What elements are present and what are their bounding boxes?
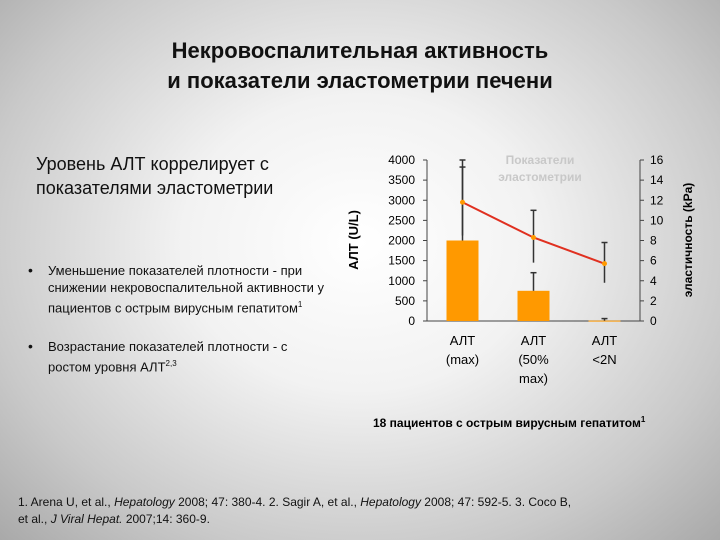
title-line-2: и показатели эластометрии печени — [167, 68, 553, 93]
x-tick-label: (50% — [518, 352, 549, 367]
x-axis-label: 18 пациентов с острым вирусным гепатитом$^1$ — [373, 415, 646, 430]
ref-1-rest: 2008; 47: 380-4. 2. Sagir A, et al., — [174, 495, 361, 509]
x-axis-label-sup: 1 — [640, 415, 646, 424]
y-tick-label-left: 2500 — [388, 213, 415, 228]
elastometry-point — [602, 261, 607, 266]
y-tick-label-left: 4000 — [388, 153, 415, 167]
bar — [518, 291, 550, 321]
bullet-sup-1: 1 — [297, 300, 303, 309]
ref-3-rest: 2007;14: 360-9. — [122, 512, 210, 526]
y-tick-label-left: 1500 — [388, 253, 415, 268]
y-tick-label-left: 2000 — [388, 233, 415, 248]
y-tick-label-right: 10 — [650, 213, 664, 228]
ref-1-journal: Hepatology — [114, 495, 175, 509]
x-tick-label: (max) — [445, 352, 480, 367]
title-line-1: Некровоспалительная активность — [171, 38, 549, 63]
elastometry-point — [460, 200, 465, 205]
y-axis-label-right: эластичность (kPa) — [681, 182, 695, 298]
y-tick-label-left: 500 — [394, 293, 415, 308]
ref-2-rest: 2008; 47: 592-5. 3. Coco B, et al., — [18, 495, 572, 526]
ref-2-journal: Hepatology — [360, 495, 421, 509]
x-tick-label: АЛТ — [591, 333, 618, 348]
legend-label: эластометрии — [498, 170, 582, 184]
y-tick-label-left: 1000 — [388, 273, 415, 288]
y-tick-label-right: 4 — [650, 273, 657, 288]
ref-1: 1. Arena U, et al., — [18, 495, 115, 509]
bullet-text-2: Возрастание показателей плотности - с ростом уровня АЛТ — [48, 339, 288, 375]
bar — [589, 321, 621, 322]
y-tick-label-left: 0 — [408, 314, 415, 328]
y-tick-label-right: 16 — [650, 153, 664, 167]
bullet-dot-icon: • — [28, 262, 33, 278]
y-tick-label-right: 2 — [650, 293, 657, 308]
y-tick-label-right: 14 — [650, 173, 664, 188]
x-tick-label: АЛТ — [520, 333, 547, 348]
x-tick-label: max) — [519, 371, 548, 386]
bar — [447, 241, 479, 322]
x-tick-label: АЛТ — [449, 333, 476, 348]
y-tick-label-right: 6 — [650, 253, 657, 268]
y-tick-label-right: 8 — [650, 233, 657, 248]
bullet-dot-icon: • — [28, 338, 33, 355]
references — [18, 494, 578, 528]
legend-label: Показатели — [505, 153, 575, 167]
y-tick-label-right: 12 — [650, 193, 664, 208]
bullet-text-1: Уменьшение показателей плотности - при снижении некровоспалительной активности у пациентов с острым вирусным гепатитом — [48, 263, 325, 316]
y-axis-label-left: АЛТ (U/L) — [346, 210, 361, 270]
ref-3-journal: J Viral Hepat. — [50, 512, 123, 526]
subtitle: Уровень АЛТ коррелирует с показателями эластометрии — [36, 154, 274, 198]
y-tick-label-left: 3000 — [388, 193, 415, 208]
y-tick-label-left: 3500 — [388, 173, 415, 188]
elastometry-point — [531, 235, 536, 240]
y-tick-label-right: 0 — [650, 314, 657, 328]
x-tick-label: <2N — [592, 352, 617, 367]
bullet-sup-2: 2,3 — [165, 359, 177, 369]
